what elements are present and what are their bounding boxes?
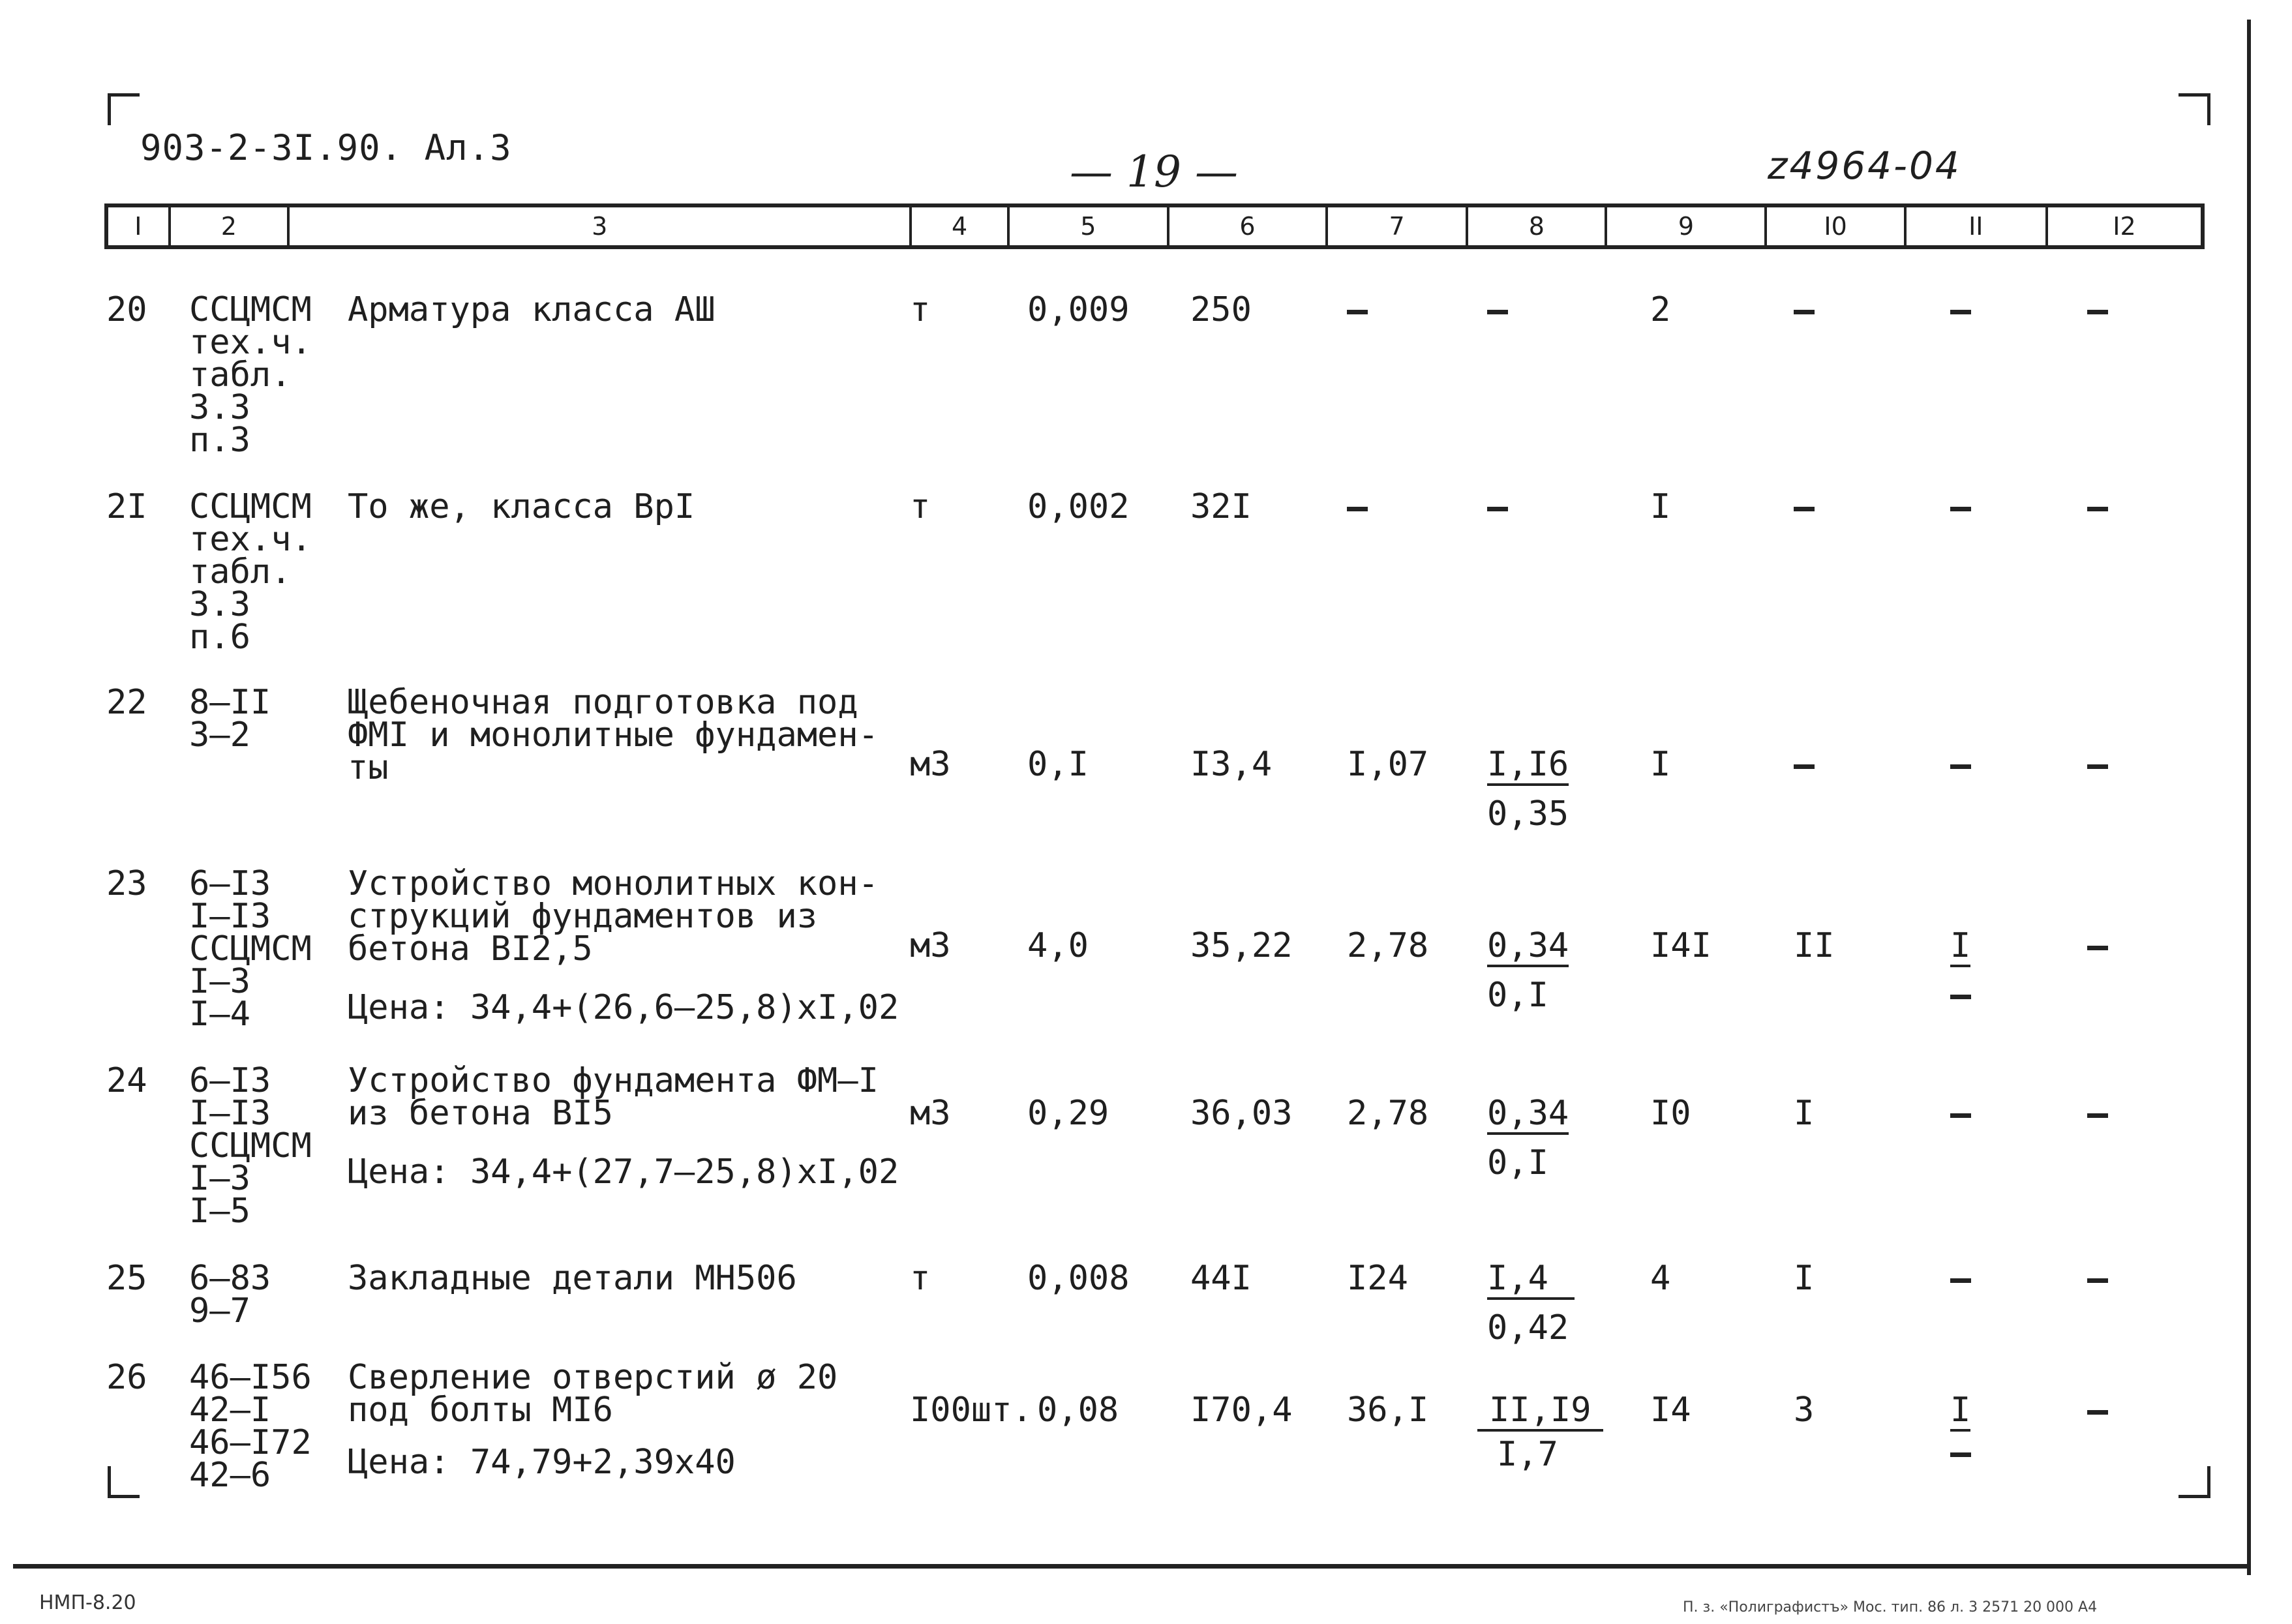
column-12-value [2087,1097,2108,1130]
reference-codes [189,864,312,1034]
column-6-value: 250 [1190,290,1252,329]
column-9-value: I4 [1650,1391,1691,1430]
column-6-value: 36,03 [1190,1094,1293,1133]
quantity: 4,0 [1027,926,1089,965]
column-header-7: 7 [1328,207,1468,245]
column-11-value [1950,1097,1971,1130]
reference-line: 8–II [189,683,271,722]
archive-number: z4964-04 [1768,143,1961,188]
dash-mark [1487,310,1508,314]
unit: I00шт. [910,1391,1033,1430]
document-code: 903-2-3I.90. Ал.3 [140,127,512,168]
column-8-fraction [1487,745,1569,834]
column-header-5: 5 [1010,207,1169,245]
reference-line: 46–I72 [189,1423,312,1462]
quantity: 0,29 [1027,1094,1109,1133]
dash-mark [1794,507,1815,511]
fraction-numerator: II,I9 [1477,1394,1603,1432]
reference-line: п.6 [189,618,250,657]
column-8-fraction [1487,1094,1569,1182]
dash-mark [1950,507,1971,511]
description-line: Арматура класса АШ [348,290,716,329]
column-8-fraction [1477,1391,1603,1474]
reference-line: I–I3 [189,897,271,936]
column-12-value [2087,929,2108,962]
dash-mark [2087,507,2108,511]
description-line: Закладные детали МН506 [348,1259,797,1298]
corner-mark-top-right [2179,93,2210,125]
column-header-6: 6 [1169,207,1328,245]
column-12-value [2087,1394,2108,1426]
description-line: Устройство фундамента ФМ–I [348,1061,879,1100]
column-7-value [1347,490,1368,523]
reference-line: табл. [189,355,292,395]
row-number: 2I [106,487,147,526]
column-11-value [1950,1262,1971,1295]
column-9-value: I [1650,487,1671,526]
column-12-value [2087,490,2108,523]
reference-line: ССЦМСМ [189,1126,312,1165]
dash-mark [1950,1113,1971,1118]
dash-mark [2087,946,2108,950]
column-10-value: I [1794,1094,1815,1133]
price-note: Цена: 34,4+(26,6–25,8)хI,02 [348,988,899,1027]
column-8-value [1487,293,1508,326]
work-description [348,683,879,787]
quantity: 0,008 [1027,1259,1130,1298]
column-7-value: 2,78 [1347,926,1429,965]
corner-mark-bottom-right [2179,1466,2210,1498]
reference-line: 3–2 [189,715,250,755]
column-7-value: 36,I [1347,1391,1429,1430]
column-10-value [1794,490,1815,523]
dash-mark [1950,1452,1971,1457]
dash-mark [1347,507,1368,511]
price-note: Цена: 34,4+(27,7–25,8)хI,02 [348,1152,899,1192]
fraction-denominator: 0,42 [1487,1308,1569,1347]
dash-mark [1950,764,1971,769]
column-header-1: I [108,207,171,245]
column-header-strip [104,203,2205,249]
row-number: 25 [106,1259,147,1298]
column-9-value: 4 [1650,1259,1671,1298]
description-line: ты [348,748,389,787]
fraction-numerator: 0,34 [1487,929,1569,967]
fraction-denominator: 0,35 [1487,794,1569,834]
column-12-value [2087,293,2108,326]
dash-mark [1794,310,1815,314]
column-11-fraction [1950,926,1971,999]
reference-line: табл. [189,552,292,592]
corner-mark-top-left [108,93,140,125]
column-7-value: I24 [1347,1259,1408,1298]
reference-line: 6–I3 [189,1061,271,1100]
quantity: 0,I [1027,745,1089,784]
fraction-numerator: I [1950,929,1970,967]
column-10-value [1794,748,1815,781]
reference-line: 9–7 [189,1291,250,1331]
column-7-value: 2,78 [1347,1094,1429,1133]
work-description [348,290,716,329]
dash-mark [2087,764,2108,769]
reference-codes [189,683,271,755]
dash-mark [2087,1278,2108,1283]
footer-printer-imprint: П. з. «Полиграфистъ» Мос. тип. 86 л. 3 2571 20 000 А4 [1683,1599,2098,1616]
reference-line: 3.3 [189,585,250,624]
description-line: из бетона ВI5 [348,1094,613,1133]
reference-line: I–I3 [189,1094,271,1133]
column-header-8: 8 [1468,207,1607,245]
quantity: 0,009 [1027,290,1130,329]
column-10-value: I [1794,1259,1815,1298]
footer-form-code: НМП-8.20 [39,1591,136,1614]
reference-line: I–5 [189,1192,250,1231]
column-header-12: I2 [2113,212,2136,241]
work-description [348,1358,838,1482]
fraction-numerator: I,I6 [1487,748,1569,786]
column-7-value [1347,293,1368,326]
fraction-numerator: I,4 [1487,1262,1575,1300]
column-10-value [1794,293,1815,326]
description-line: струкций фундаментов из [348,897,818,936]
dash-mark [1950,310,1971,314]
reference-codes [189,487,312,657]
reference-line: п.3 [189,421,250,460]
dash-mark [2087,310,2108,314]
column-8-fraction [1487,926,1569,1015]
reference-line: 46–I56 [189,1358,312,1397]
column-12-value [2087,748,2108,781]
dash-mark [2087,1410,2108,1415]
frame-right-border [2247,20,2251,1575]
column-header-9: 9 [1607,207,1767,245]
column-6-value: 32I [1190,487,1252,526]
dash-mark [1794,764,1815,769]
description-line: То же, класса ВрI [348,487,695,526]
column-11-value [1950,293,1971,326]
column-header-2: 2 [171,207,290,245]
column-12-value [2087,1262,2108,1295]
column-6-value: I3,4 [1190,745,1273,784]
page-number: — 19 — [1070,147,1238,197]
column-11-value [1950,748,1971,781]
dash-mark [1347,310,1368,314]
row-number: 22 [106,683,147,722]
column-10-value: II [1794,926,1835,965]
column-9-value: I4I [1650,926,1711,965]
reference-line: I–3 [189,962,250,1001]
dash-mark [1950,995,1971,999]
row-number: 20 [106,290,147,329]
unit: т [910,290,931,329]
fraction-denominator: 0,I [1487,1143,1548,1182]
reference-line: I–4 [189,995,250,1034]
work-description [348,487,695,526]
reference-line: 6–I3 [189,864,271,903]
unit: м3 [910,926,951,965]
description-line: Сверление отверстий ø 20 [348,1358,838,1397]
frame-bottom-border [13,1564,2251,1569]
fraction-numerator: 0,34 [1487,1097,1569,1135]
reference-line: тех.ч. [189,520,312,559]
column-9-value: I0 [1650,1094,1691,1133]
column-11-fraction [1950,1391,1971,1457]
reference-codes [189,1358,312,1495]
description-line: под болты МI6 [348,1391,613,1430]
reference-line: 42–I [189,1391,271,1430]
reference-line: I–3 [189,1159,250,1198]
description-line: ФМI и монолитные фундамен- [348,715,879,755]
reference-line: ССЦМСМ [189,487,312,526]
column-header-4: 4 [912,207,1009,245]
reference-codes [189,290,312,460]
dash-mark [2087,1113,2108,1118]
unit: т [910,487,931,526]
column-8-fraction [1487,1259,1575,1347]
description-line: Щебеночная подготовка под [348,683,858,722]
work-description [348,1259,797,1298]
reference-codes [189,1259,271,1331]
column-header-3: 3 [290,207,912,245]
reference-line: 6–83 [189,1259,271,1298]
column-6-value: 44I [1190,1259,1252,1298]
dash-mark [1950,1278,1971,1283]
work-description [348,1061,899,1192]
quantity: 0,002 [1027,487,1130,526]
column-6-value: I70,4 [1190,1391,1293,1430]
unit: т [910,1259,931,1298]
column-10-value: 3 [1794,1391,1815,1430]
column-header-11: II [1907,207,2048,245]
row-number: 23 [106,864,147,903]
column-6-value: 35,22 [1190,926,1293,965]
reference-codes [189,1061,312,1231]
unit: м3 [910,745,951,784]
fraction-denominator: I,7 [1497,1435,1558,1474]
column-9-value: 2 [1650,290,1671,329]
reference-line: ССЦМСМ [189,929,312,969]
dash-mark [1487,507,1508,511]
column-7-value: I,07 [1347,745,1429,784]
reference-line: 42–6 [189,1456,271,1495]
fraction-numerator: I [1950,1394,1970,1432]
quantity: 0,08 [1037,1391,1119,1430]
unit: м3 [910,1094,951,1133]
column-header-10: I0 [1767,207,1906,245]
description-line: Устройство монолитных кон- [348,864,879,903]
column-9-value: I [1650,745,1671,784]
reference-line: ССЦМСМ [189,290,312,329]
column-11-value [1950,490,1971,523]
fraction-denominator: 0,I [1487,976,1548,1015]
row-number: 24 [106,1061,147,1100]
price-note: Цена: 74,79+2,39х40 [348,1443,736,1482]
reference-line: 3.3 [189,388,250,427]
row-number: 26 [106,1358,147,1397]
corner-mark-bottom-left [108,1466,140,1498]
description-line: бетона ВI2,5 [348,929,593,969]
work-description [348,864,899,1027]
column-8-value [1487,490,1508,523]
reference-line: тех.ч. [189,323,312,362]
